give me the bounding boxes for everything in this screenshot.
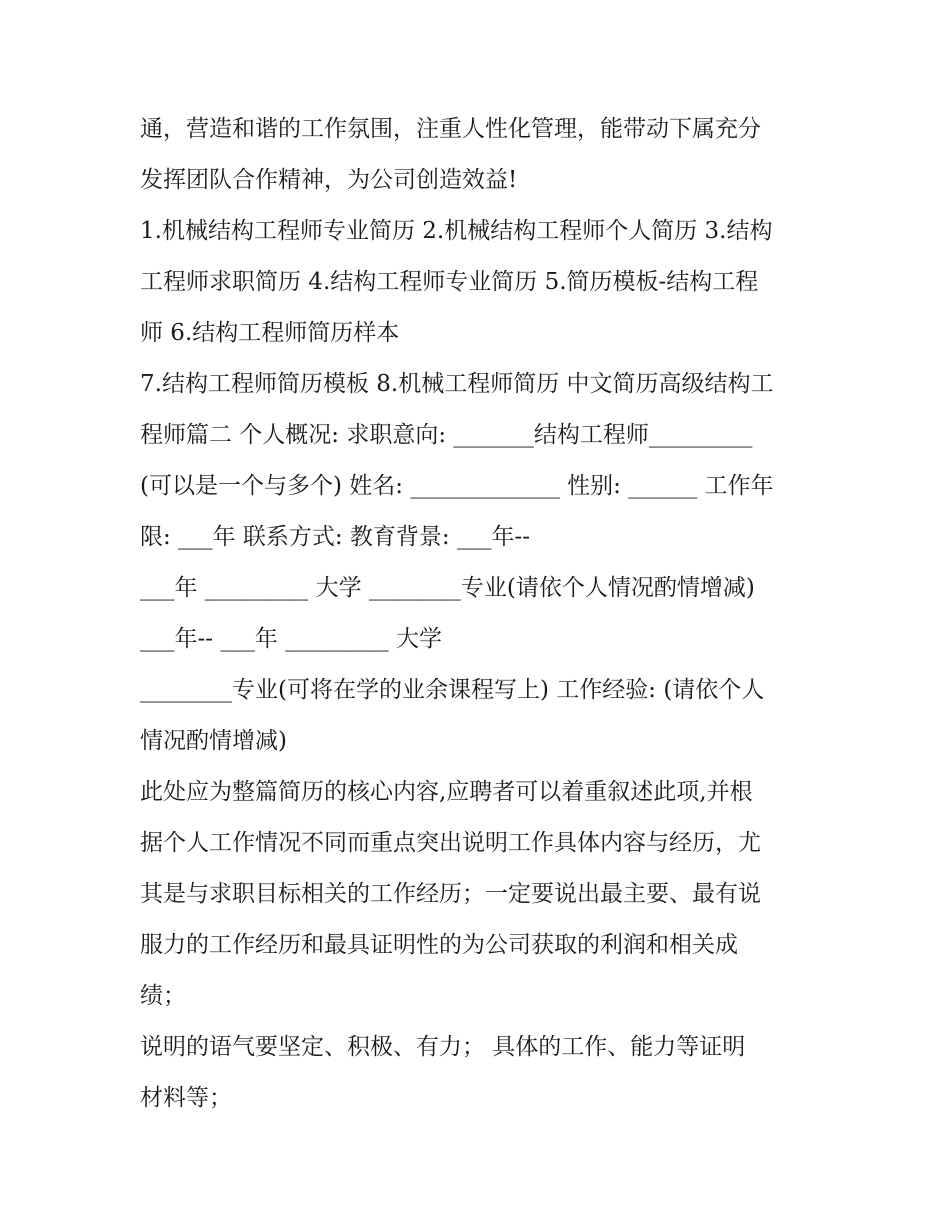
text-line: 限: ___年 联系方式: 教育背景: ___年-- (140, 524, 531, 550)
text-line: 师 6.结构工程师简历样本 (140, 320, 400, 346)
text-line: 据个人工作情况不同而重点突出说明工作具体内容与经历，尤 (140, 830, 761, 856)
text-line: 绩； (140, 983, 186, 1009)
text-line: 情况酌情增减) (140, 728, 287, 754)
text-line: 1.机械结构工程师专业简历 2.机械结构工程师个人简历 3.结构 (140, 218, 773, 244)
text-line: ___年 _________ 大学 ________专业(请依个人情况酌情增减) (140, 575, 755, 601)
text-line: ___年-- ___年 _________ 大学 (140, 626, 442, 652)
text-line: 7.结构工程师简历模板 8.机械工程师简历 中文简历高级结构工 (140, 371, 774, 397)
text-line: 工程师求职简历 4.结构工程师专业简历 5.简历模板-结构工程 (140, 269, 759, 295)
text-line: (可以是一个与多个) 姓名: _____________ 性别: ______ 工作年 (140, 473, 774, 499)
text-line: 此处应为整篇简历的核心内容,应聘者可以着重叙述此项,并根 (140, 779, 753, 805)
text-line: 服力的工作经历和最具证明性的为公司获取的利润和相关成 (140, 932, 738, 958)
text-line: 通，营造和谐的工作氛围，注重人性化管理，能带动下属充分 (140, 116, 761, 142)
text-line: 说明的语气要坚定、积极、有力； 具体的工作、能力等证明 (140, 1034, 746, 1060)
text-line: ________专业(可将在学的业余课程写上) 工作经验: (请依个人 (140, 677, 765, 703)
text-line: 其是与求职目标相关的工作经历；一定要说出最主要、最有说 (140, 881, 761, 907)
text-line: 发挥团队合作精神，为公司创造效益! (140, 167, 518, 193)
text-line: 程师篇二 个人概况: 求职意向: _______结构工程师_________ (140, 422, 753, 448)
document-body (140, 104, 830, 1124)
text-line: 材料等； (140, 1085, 232, 1111)
